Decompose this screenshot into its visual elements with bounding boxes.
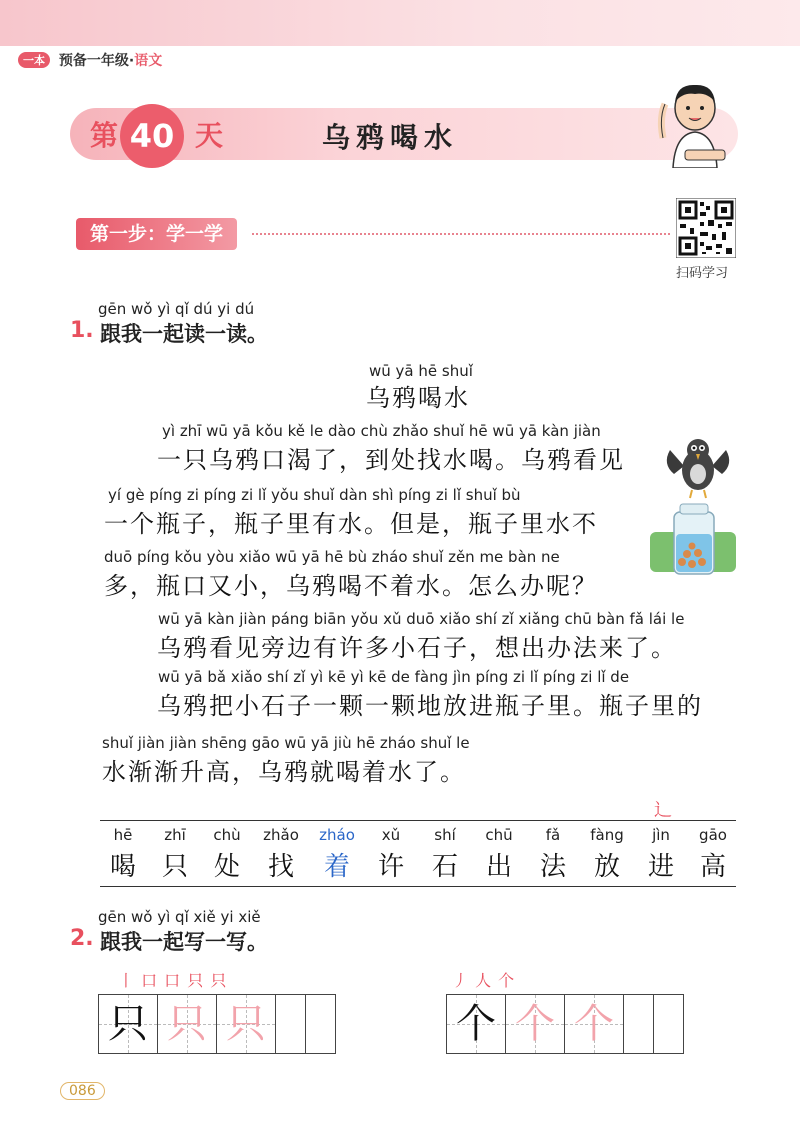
poem-line-6-pinyin: shuǐ jiàn jiàn shēng gāo wū yā jiù hē zháo shuǐ le <box>102 734 470 752</box>
step-tag: 第一步：学一学 <box>76 218 237 250</box>
model-char: 只 <box>108 1001 148 1047</box>
day-prefix: 第 <box>90 119 119 152</box>
trace-char: 只 <box>226 1001 266 1047</box>
lesson-title: 乌鸦喝水 <box>322 121 459 154</box>
crow-illustration <box>660 430 736 502</box>
word-pinyin: hē <box>113 826 133 844</box>
bottle-illustration <box>650 502 736 582</box>
poem-line-3: 多，瓶口又小，乌鸦喝不着水。怎么办呢？ <box>104 572 598 600</box>
word-item <box>202 826 252 883</box>
poem-line-5-pinyin: wū yā bǎ xiǎo shí zǐ yì kē yì kē de fàng jìn píng zi lǐ píng zi lǐ de <box>158 668 630 686</box>
trace-char: 个 <box>574 1001 614 1047</box>
question-1-text: 跟我一起读一读。 <box>100 322 268 346</box>
word-pinyin: shí <box>434 826 456 844</box>
day-suffix: 天 <box>195 119 224 152</box>
poem-line-4-pinyin: wū yā kàn jiàn páng biān yǒu xǔ duō xiǎo shí zǐ xiǎng chū bàn fǎ lái le <box>158 610 685 628</box>
word-pinyin: xǔ <box>381 826 401 844</box>
poem-line-2-pinyin: yí gè píng zi píng zi lǐ yǒu shuǐ dàn shì píng zi lǐ shuǐ bù <box>108 486 521 504</box>
question-2-text: 跟我一起写一写。 <box>100 930 268 954</box>
writing-cell[interactable] <box>447 995 506 1053</box>
word-pinyin: fàng <box>590 826 624 844</box>
qr-label: 扫码学习 <box>676 266 729 281</box>
word-item <box>528 826 578 883</box>
word-row-bottom-rule <box>100 886 736 887</box>
poem-line-5: 乌鸦把小石子一颗一颗地放进瓶子里。瓶子里的 <box>157 692 703 720</box>
qr-code-icon[interactable] <box>676 198 736 258</box>
word-pinyin: chù <box>213 826 241 844</box>
day-number-badge: 40 <box>120 104 184 168</box>
word-char: 着 <box>323 852 350 882</box>
word-item <box>256 826 306 883</box>
writing-cell[interactable] <box>506 995 565 1053</box>
series-separator: · <box>128 53 135 69</box>
writing-grid-1[interactable] <box>98 994 336 1054</box>
page-number: 086 <box>60 1082 105 1100</box>
writing-cell[interactable] <box>276 995 306 1053</box>
word-char: 出 <box>485 852 512 882</box>
word-pinyin: zhǎo <box>263 826 299 844</box>
trace-char: 只 <box>167 1001 207 1047</box>
poem-line-1: 一只乌鸦口渴了，到处找水喝。乌鸦看见 <box>157 446 625 474</box>
word-item <box>636 826 686 883</box>
word-char: 找 <box>267 852 294 882</box>
word-pinyin: jìn <box>652 826 670 844</box>
word-char: 石 <box>431 852 458 882</box>
writing-cell[interactable] <box>624 995 654 1053</box>
word-item <box>150 826 200 883</box>
model-char: 个 <box>456 1001 496 1047</box>
top-color-band <box>0 0 800 46</box>
writing-cell[interactable] <box>654 995 683 1053</box>
word-item <box>420 826 470 883</box>
poem-line-6: 水渐渐升高，乌鸦就喝着水了。 <box>102 758 466 786</box>
series-header <box>18 50 162 70</box>
question-1-pinyin: gēn wǒ yì qǐ dú yi dú <box>98 300 255 318</box>
word-char: 喝 <box>109 852 136 882</box>
dotted-divider <box>252 233 670 235</box>
word-char: 处 <box>213 852 240 882</box>
question-2-pinyin: gēn wǒ yì qǐ xiě yi xiě <box>98 908 261 926</box>
writing-cell[interactable] <box>158 995 217 1053</box>
poem-title-pinyin: wū yā hē shuǐ <box>369 362 473 380</box>
writing-cell[interactable] <box>99 995 158 1053</box>
boy-illustration <box>655 78 735 168</box>
stroke-order-1: 丨 口 口 只 只 <box>118 971 228 990</box>
writing-cell[interactable] <box>306 995 335 1053</box>
poem-line-4: 乌鸦看见旁边有许多小石子，想出办法来了。 <box>157 634 677 662</box>
word-item <box>688 826 738 883</box>
question-2-number: 2. <box>70 926 94 951</box>
word-pinyin: gāo <box>699 826 727 844</box>
trace-char: 个 <box>515 1001 555 1047</box>
poem-title: 乌鸦喝水 <box>366 384 470 412</box>
brand-logo: 一本 <box>18 52 50 68</box>
writing-grid-2[interactable] <box>446 994 684 1054</box>
word-item <box>582 826 632 883</box>
word-char: 放 <box>593 852 620 882</box>
poem-line-1-pinyin: yì zhī wū yā kǒu kě le dào chù zhǎo shuǐ hē wū yā kàn jiàn <box>162 422 601 440</box>
word-char: 进 <box>647 852 674 882</box>
series-title: 预备一年级 <box>58 53 129 69</box>
word-item <box>366 826 416 883</box>
word-char: 许 <box>377 852 404 882</box>
writing-cell[interactable] <box>565 995 624 1053</box>
word-pinyin: zhī <box>164 826 186 844</box>
word-pinyin: chū <box>485 826 513 844</box>
word-char: 高 <box>699 852 726 882</box>
series-subject: 语文 <box>134 53 163 69</box>
poem-line-2: 一个瓶子，瓶子里有水。但是，瓶子里水不 <box>104 510 598 538</box>
question-1-number: 1. <box>70 318 94 343</box>
poem-line-3-pinyin: duō píng kǒu yòu xiǎo wū yā hē bù zháo shuǐ zěn me bàn ne <box>104 548 560 566</box>
word-char: 法 <box>539 852 566 882</box>
word-item <box>98 826 148 883</box>
word-pinyin: zháo <box>319 826 355 844</box>
radical-annotation: 辶 <box>654 800 673 821</box>
word-item-highlighted <box>312 826 362 883</box>
word-pinyin: fǎ <box>545 826 561 844</box>
writing-cell[interactable] <box>217 995 276 1053</box>
word-row-top-rule <box>100 820 736 821</box>
stroke-order-2: 丿 人 个 <box>452 971 516 990</box>
word-char: 只 <box>161 852 188 882</box>
word-item <box>474 826 524 883</box>
word-list <box>98 826 738 886</box>
